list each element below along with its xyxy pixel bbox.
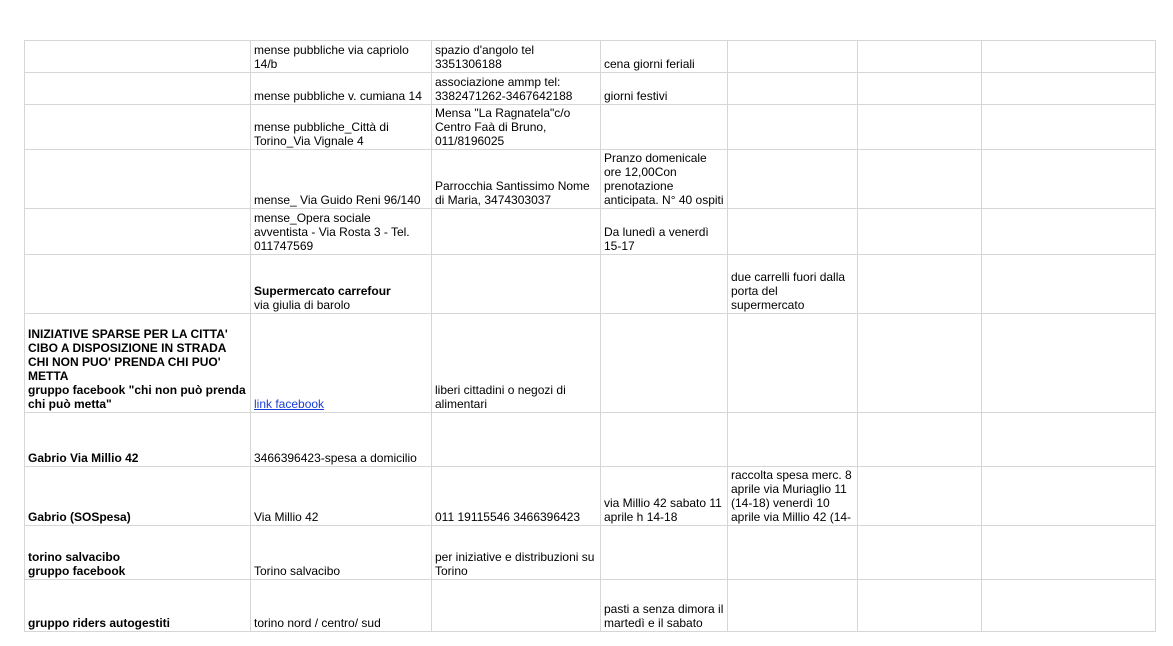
table-cell[interactable] — [728, 413, 858, 467]
table-cell[interactable]: per iniziative e distribuzioni su Torino — [432, 526, 601, 580]
table-cell[interactable] — [601, 526, 728, 580]
table-cell[interactable] — [728, 209, 858, 255]
table-row — [25, 526, 1156, 580]
table-cell[interactable]: Da lunedì a venerdì 15-17 — [601, 209, 728, 255]
table-cell[interactable]: torino salvacibo gruppo facebook — [25, 526, 251, 580]
table-cell[interactable] — [25, 73, 251, 105]
table-row — [25, 255, 1156, 314]
table-cell[interactable]: spazio d'angolo tel 3351306188 — [432, 41, 601, 73]
table-cell[interactable] — [858, 255, 982, 314]
facebook-link[interactable]: link facebook — [254, 397, 325, 411]
table-cell[interactable] — [728, 105, 858, 150]
table-cell[interactable]: Mensa "La Ragnatela"c/o Centro Faà di Bruno, 011/8196025 — [432, 105, 601, 150]
table-cell[interactable] — [858, 526, 982, 580]
table-cell[interactable] — [982, 314, 1156, 413]
table-cell[interactable] — [982, 255, 1156, 314]
table-cell[interactable] — [858, 580, 982, 632]
table-cell[interactable] — [982, 580, 1156, 632]
table-cell[interactable] — [728, 41, 858, 73]
table-cell[interactable] — [982, 73, 1156, 105]
table-cell[interactable] — [858, 209, 982, 255]
table-cell[interactable] — [982, 105, 1156, 150]
table-cell[interactable] — [728, 150, 858, 209]
spreadsheet-table — [24, 40, 1156, 632]
table-cell[interactable] — [982, 150, 1156, 209]
table-cell[interactable] — [25, 41, 251, 73]
table-cell[interactable] — [858, 73, 982, 105]
table-cell[interactable] — [728, 526, 858, 580]
table-row — [25, 105, 1156, 150]
table-cell[interactable] — [601, 413, 728, 467]
table-cell[interactable]: Parrocchia Santissimo Nome di Maria, 3474303037 — [432, 150, 601, 209]
table-row — [25, 314, 1156, 413]
table-row — [25, 413, 1156, 467]
table-row — [25, 467, 1156, 526]
table-cell[interactable] — [858, 467, 982, 526]
table-cell[interactable]: INIZIATIVE SPARSE PER LA CITTA' CIBO A DISPOSIZIONE IN STRADA CHI NON PUO' PRENDA CHI PUO' METTA gruppo facebook "chi non può prenda chi può metta" — [25, 314, 251, 413]
table-cell[interactable] — [25, 255, 251, 314]
table-cell[interactable]: liberi cittadini o negozi di alimentari — [432, 314, 601, 413]
table-cell[interactable]: raccolta spesa merc. 8 aprile via Muriaglio 11 (14-18) venerdì 10 aprile via Millio 42 (14- — [728, 467, 858, 526]
table-cell[interactable] — [982, 413, 1156, 467]
table-cell[interactable] — [251, 255, 432, 314]
table-cell[interactable]: mense pubbliche via capriolo 14/b — [251, 41, 432, 73]
table-cell[interactable] — [432, 209, 601, 255]
table-cell[interactable] — [251, 314, 432, 413]
table-cell[interactable] — [858, 41, 982, 73]
table-cell[interactable] — [982, 209, 1156, 255]
table-cell[interactable]: Gabrio Via Millio 42 — [25, 413, 251, 467]
table-cell[interactable] — [25, 209, 251, 255]
table-cell[interactable]: torino nord / centro/ sud — [251, 580, 432, 632]
table-cell[interactable]: giorni festivi — [601, 73, 728, 105]
table-cell[interactable] — [982, 526, 1156, 580]
table-cell[interactable] — [601, 314, 728, 413]
table-cell[interactable] — [25, 150, 251, 209]
table-cell[interactable] — [858, 413, 982, 467]
table-cell[interactable] — [982, 41, 1156, 73]
table-cell[interactable] — [601, 105, 728, 150]
table-cell[interactable]: Via Millio 42 — [251, 467, 432, 526]
table-cell[interactable]: associazione ammp tel: 3382471262-3467642188 — [432, 73, 601, 105]
table-cell[interactable]: 3466396423-spesa a domicilio — [251, 413, 432, 467]
store-address: via giulia di barolo — [254, 298, 351, 312]
table-cell[interactable] — [858, 150, 982, 209]
table-cell[interactable] — [432, 255, 601, 314]
table-row — [25, 150, 1156, 209]
table-row — [25, 209, 1156, 255]
table-cell[interactable]: via Millio 42 sabato 11 aprile h 14-18 — [601, 467, 728, 526]
store-name: Supermercato carrefour — [254, 284, 391, 298]
table-cell[interactable] — [601, 255, 728, 314]
table-cell[interactable]: Pranzo domenicale ore 12,00Con prenotazione anticipata. N° 40 ospiti — [601, 150, 728, 209]
table-cell[interactable]: mense pubbliche v. cumiana 14 — [251, 73, 432, 105]
table-cell[interactable]: cena giorni feriali — [601, 41, 728, 73]
table-cell[interactable] — [858, 314, 982, 413]
table-cell[interactable]: mense_ Via Guido Reni 96/140 — [251, 150, 432, 209]
table-row — [25, 73, 1156, 105]
table-cell[interactable]: mense pubbliche_Città di Torino_Via Vignale 4 — [251, 105, 432, 150]
table-row — [25, 41, 1156, 73]
table-cell[interactable] — [432, 413, 601, 467]
table-cell[interactable] — [728, 580, 858, 632]
table-cell[interactable]: mense_Opera sociale avventista - Via Rosta 3 - Tel. 011747569 — [251, 209, 432, 255]
table-cell[interactable] — [728, 314, 858, 413]
table-cell[interactable]: pasti a senza dimora il martedì e il sabato — [601, 580, 728, 632]
table-cell[interactable] — [432, 580, 601, 632]
table-cell[interactable] — [728, 73, 858, 105]
table-row — [25, 580, 1156, 632]
table-cell[interactable]: gruppo riders autogestiti — [25, 580, 251, 632]
table-cell[interactable]: due carrelli fuori dalla porta del supermercato — [728, 255, 858, 314]
table-cell[interactable] — [858, 105, 982, 150]
table-cell[interactable] — [982, 467, 1156, 526]
table-cell[interactable]: 011 19115546 3466396423 — [432, 467, 601, 526]
table-cell[interactable] — [25, 105, 251, 150]
table-cell[interactable]: Torino salvacibo — [251, 526, 432, 580]
table-cell[interactable]: Gabrio (SOSpesa) — [25, 467, 251, 526]
